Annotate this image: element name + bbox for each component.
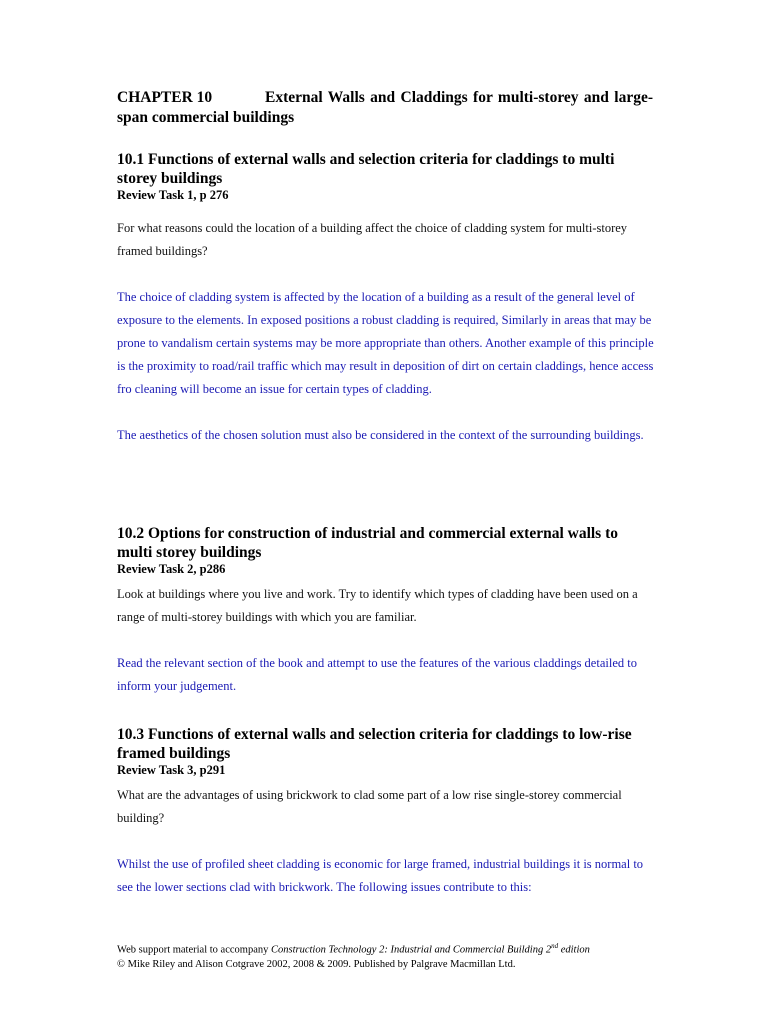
answer-paragraph: Read the relevant section of the book and attempt to use the features of the various claddings detailed to inform your judgement. — [117, 656, 637, 693]
footer-copyright: © Mike Riley and Alison Cotgrave 2002, 2008 & 2009. Published by Palgrave Macmillan Ltd. — [117, 958, 516, 970]
footer-prefix: Web support material to accompany — [117, 944, 271, 956]
section-heading: 10.1 Functions of external walls and selection criteria for claddings to multi storey buildings — [117, 151, 615, 187]
chapter-title — [117, 88, 653, 128]
footer-edition-sup: nd — [551, 942, 559, 950]
footer-book-title: Construction Technology 2: Industrial and Commercial Building 2 — [270, 944, 552, 956]
answer-paragraph: Whilst the use of profiled sheet cladding is economic for large framed, industrial buildings it is normal to see the lower sections clad with brickwork. The following issues contribute to this: — [117, 857, 644, 894]
chapter-title-text: External Walls and Claddings for multi-storey and large-span commercial buildings — [117, 89, 653, 126]
chapter-number: CHAPTER 10 — [117, 89, 213, 106]
section-heading: 10.2 Options for construction of industrial and commercial external walls to multi storey buildings — [117, 525, 619, 561]
question-text: For what reasons could the location of a building affect the choice of cladding system for multi-storey framed buildings? — [117, 221, 628, 258]
page-footer — [117, 939, 677, 972]
footer-edition-word: edition — [558, 944, 590, 956]
section-10-1 — [117, 150, 657, 447]
review-task-label: Review Task 2, p286 — [117, 562, 226, 576]
review-task-label: Review Task 3, p291 — [117, 763, 226, 777]
section-10-3 — [117, 725, 657, 899]
review-task-label: Review Task 1, p 276 — [117, 188, 229, 202]
section-10-2 — [117, 524, 657, 698]
footer-line-1 — [117, 939, 677, 958]
section-heading: 10.3 Functions of external walls and selection criteria for claddings to low-rise framed buildings — [117, 726, 632, 762]
answer-paragraph: The aesthetics of the chosen solution must also be considered in the context of the surrounding buildings. — [117, 428, 644, 442]
question-text: What are the advantages of using brickwork to clad some part of a low rise single-storey commercial building? — [117, 788, 622, 825]
answer-paragraph: The choice of cladding system is affected by the location of a building as a result of the general level of exposure to the elements. In exposed positions a robust cladding is required, Similarly in areas that may be prone to vandalism certain systems may be more appropriate than others. Another example of this principle is the proximity to road/rail traffic which may result in deposition of dirt on certain claddings, hence access fro cleaning will become an issue for certain types of cladding. — [117, 290, 654, 396]
question-text: Look at buildings where you live and work. Try to identify which types of cladding have been used on a range of multi-storey buildings with which you are familiar. — [117, 587, 638, 624]
